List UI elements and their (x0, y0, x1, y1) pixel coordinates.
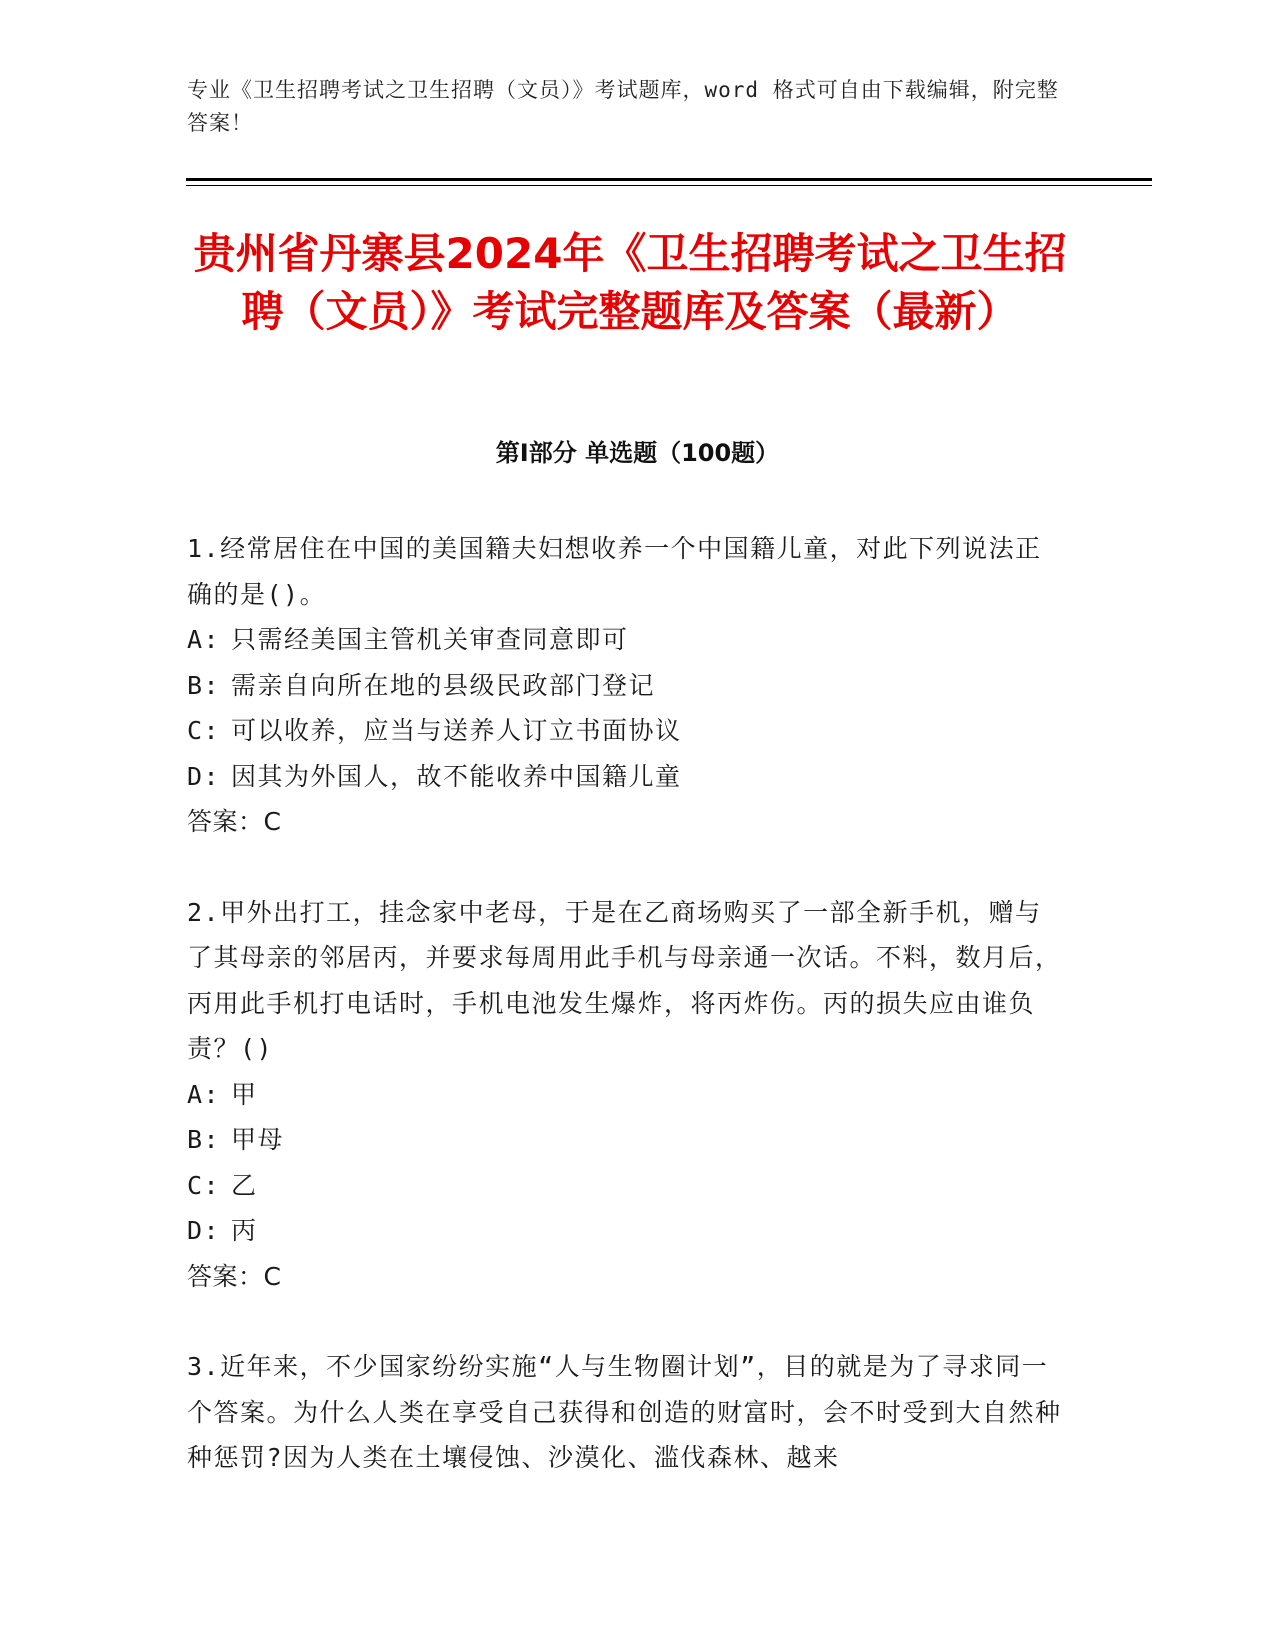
option-key: B: (187, 1125, 221, 1154)
question-stem: 3.近年来，不少国家纷纷实施“人与生物圈计划”，目的就是为了寻求同一个答案。为什么人类在享受自己获得和创造的财富时，会不时受到大自然种种惩罚?因为人类在土壤侵蚀、沙漠化、滥伐森林、越来 (187, 1352, 1062, 1472)
question-stem: 1.经常居住在中国的美国籍夫妇想收养一个中国籍儿童，对此下列说法正确的是()。 (187, 534, 1042, 609)
option-key: A: (187, 1079, 221, 1109)
option-text: 因其为外国人，故不能收养中国籍儿童 (231, 761, 682, 791)
header-divider-thick (186, 178, 1152, 181)
question-item (187, 1344, 1067, 1481)
answer-line: 答案：C (187, 1261, 282, 1291)
option-text: 可以收养，应当与送养人订立书面协议 (231, 716, 682, 745)
option-key: C: (187, 1170, 221, 1200)
answer-line: 答案：C (187, 807, 282, 836)
option-text: 需亲自向所在地的县级民政部门登记 (231, 670, 656, 700)
question-stem: 2.甲外出打工，挂念家中老母，于是在乙商场购买了一部全新手机，赠与了其母亲的邻居丙，并要求每周用此手机与母亲通一次话。不料，数月后，丙用此手机打电话时，手机电池发生爆炸，将丙炸伤。丙的损失应由谁负责？() (187, 897, 1062, 1063)
section-title: 第Ⅰ部分 单选题（100题） (495, 439, 780, 467)
question-item (187, 526, 1067, 845)
question-list (187, 526, 1067, 1526)
document-title: 贵州省丹寨县2024年《卫生招聘考试之卫生招聘（文员）》考试完整题库及答案（最新） (193, 229, 1067, 336)
option-text: 只需经美国主管机关审查同意即可 (231, 625, 629, 654)
option-key: C: (187, 716, 221, 745)
option-c (187, 1163, 1067, 1209)
option-key: D: (187, 761, 221, 791)
option-text: 甲 (231, 1079, 258, 1109)
option-text: 甲母 (231, 1125, 285, 1154)
option-b (187, 663, 1067, 709)
option-b (187, 1117, 1067, 1163)
option-text: 乙 (231, 1170, 258, 1200)
option-key: B: (187, 670, 221, 700)
option-a (187, 1072, 1067, 1118)
header-divider-thin (186, 185, 1152, 186)
header-note: 专业《卫生招聘考试之卫生招聘（文员）》考试题库，word 格式可自由下载编辑，附完整答案！ (187, 78, 1059, 135)
option-key: A: (187, 625, 221, 654)
option-d (187, 1208, 1067, 1254)
option-text: 丙 (231, 1216, 258, 1245)
option-d (187, 754, 1067, 800)
option-a (187, 617, 1067, 663)
question-item (187, 890, 1067, 1300)
option-key: D: (187, 1216, 221, 1245)
option-c (187, 708, 1067, 754)
